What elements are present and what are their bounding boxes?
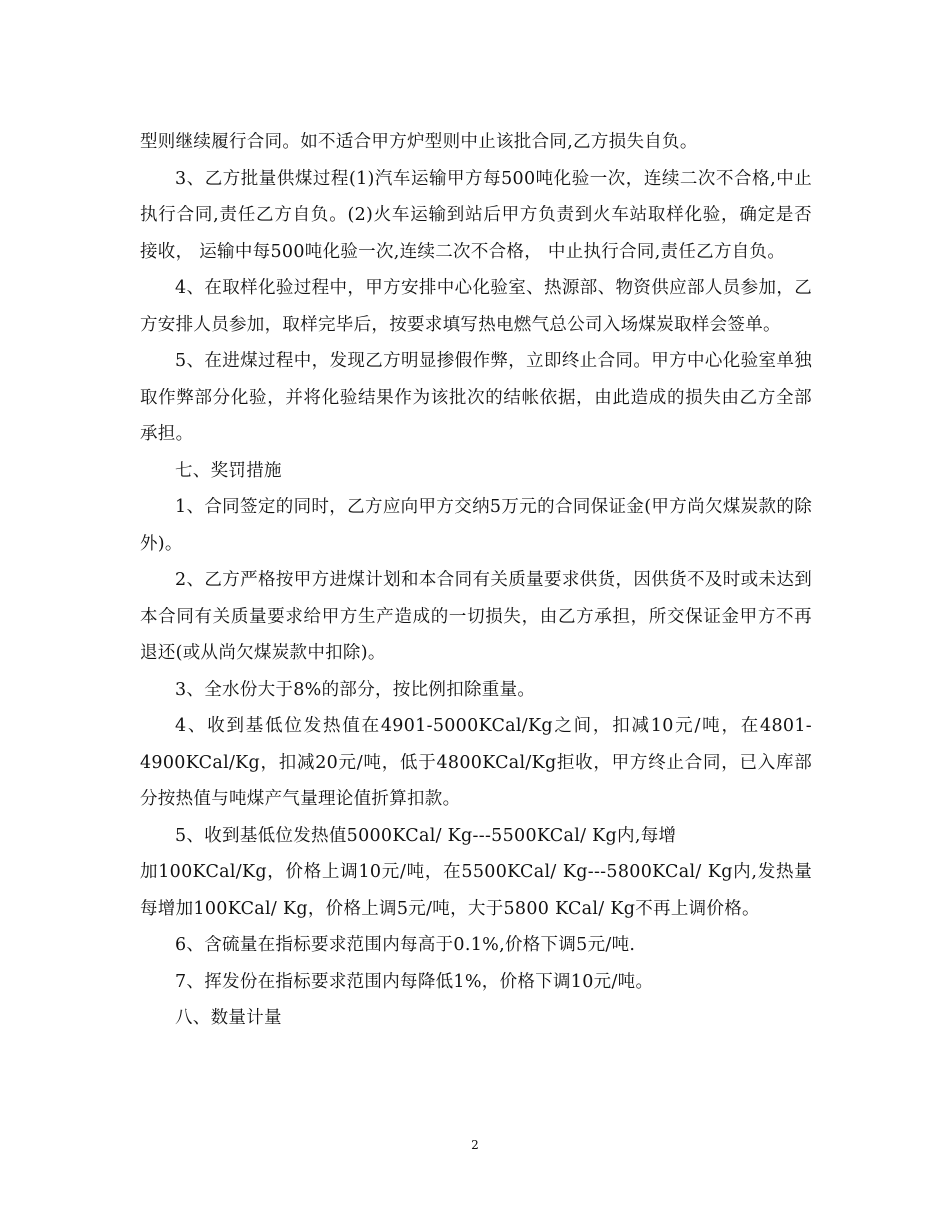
paragraph: 3、乙方批量供煤过程(1)汽车运输甲方每500吨化验一次，连续二次不合格,中止执行合同,责任乙方自负。(2)火车运输到站后甲方负责到火车站取样化验，确定是否接收， 运输中每500吨化验一次,连续二次不合格， 中止执行合同,责任乙方自负。 [140, 168, 812, 262]
section-heading: 七、奖罚措施 [175, 460, 282, 481]
paragraph: 7、挥发份在指标要求范围内每降低1%，价格下调10元/吨。 [175, 971, 654, 992]
paragraph: 6、含硫量在指标要求范围内每高于0.1%,价格下调5元/吨. [175, 935, 636, 955]
paragraph: 5、在进煤过程中，发现乙方明显掺假作弊，立即终止合同。甲方中心化验室单独取作弊部分化验，并将化验结果作为该批次的结帐依据，由此造成的损失由乙方全部承担。 [140, 351, 812, 444]
paragraph: 5、收到基低位发热值5000KCal/ Kg---5500KCal/ Kg内,每增 [175, 825, 677, 846]
section-heading: 八、数量计量 [175, 1008, 282, 1028]
paragraph: 型则继续履行合同。如不适合甲方炉型则中止该批合同,乙方损失自负。 [140, 132, 698, 152]
paragraph: 4、收到基低位发热值在4901-5000KCal/Kg之间，扣减10元/吨，在4801-4900KCal/Kg，扣减20元/吨，低于4800KCal/Kg拒收，甲方终止合同，已入库部分按热值与吨煤产气量理论值折算扣款。 [140, 716, 812, 809]
paragraph: 2、乙方严格按甲方进煤计划和本合同有关质量要求供货，因供货不及时或未达到本合同有关质量要求给甲方生产造成的一切损失，由乙方承担，所交保证金甲方不再退还(或从尚欠煤炭款中扣除)。 [140, 570, 812, 663]
paragraph: 加100KCal/Kg，价格上调10元/吨，在5500KCal/ Kg---5800KCal/ Kg内,发热量每增加100KCal/ Kg，价格上调5元/吨，大于5800 KCal/ Kg不再上调价格。 [140, 862, 812, 919]
paragraph: 1、合同签定的同时，乙方应向甲方交纳5万元的合同保证金(甲方尚欠煤炭款的除外)。 [140, 497, 812, 554]
page-number: 2 [471, 1138, 479, 1152]
paragraph: 4、在取样化验过程中，甲方安排中心化验室、热源部、物资供应部人员参加，乙方安排人员参加，取样完毕后，按要求填写热电燃气总公司入场煤炭取样会签单。 [140, 278, 812, 335]
paragraph: 3、全水份大于8%的部分，按比例扣除重量。 [175, 679, 536, 700]
document-body [140, 124, 812, 1037]
